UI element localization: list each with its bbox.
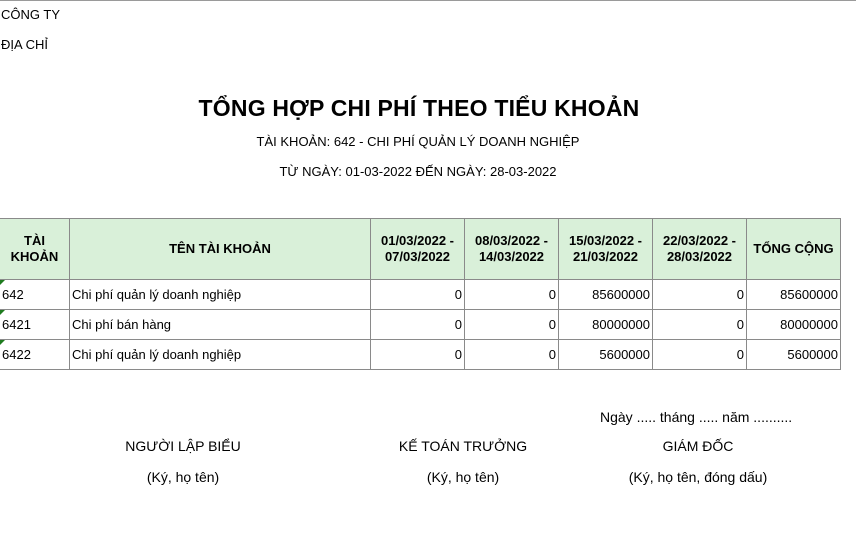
chief-accountant-note: (Ký, họ tên) [426,469,500,485]
period-4-cell[interactable]: 0 [653,340,747,370]
column-header-period-4[interactable]: 22/03/2022 - 28/03/2022 [653,219,747,280]
total-cell[interactable]: 5600000 [747,340,841,370]
cell-marker-icon [0,340,5,345]
table-row [0,280,841,310]
period-1-cell[interactable]: 0 [371,310,465,340]
expense-summary-table [0,218,841,370]
period-3-cell[interactable]: 80000000 [559,310,653,340]
preparer-note: (Ký, họ tên) [146,469,220,485]
top-border-line [0,0,856,1]
total-cell[interactable]: 80000000 [747,310,841,340]
account-code-cell[interactable] [0,280,70,310]
account-code: 6421 [2,317,31,332]
preparer-title: NGƯỜI LẬP BIỂU [125,438,241,454]
period-3-cell[interactable]: 85600000 [559,280,653,310]
account-line: TÀI KHOẢN: 642 - CHI PHÍ QUẢN LÝ DOANH NGHIỆP [256,134,580,149]
chief-accountant-title: KẾ TOÁN TRƯỞNG [398,438,528,454]
column-header-period-3[interactable]: 15/03/2022 - 21/03/2022 [559,219,653,280]
cell-marker-icon [0,310,5,315]
account-name-cell[interactable]: Chi phí bán hàng [70,310,371,340]
date-range-line: TỪ NGÀY: 01-03-2022 ĐẾN NGÀY: 28-03-2022 [279,164,557,179]
period-2-cell[interactable]: 0 [465,310,559,340]
period-1-cell[interactable]: 0 [371,280,465,310]
account-name-cell[interactable]: Chi phí quản lý doanh nghiệp [70,340,371,370]
table-row [0,310,841,340]
table-row [0,340,841,370]
period-2-cell[interactable]: 0 [465,280,559,310]
account-code-cell[interactable] [0,340,70,370]
column-header-account[interactable]: TÀI KHOẢN [0,219,70,280]
cell-marker-icon [0,280,5,285]
column-header-period-2[interactable]: 08/03/2022 - 14/03/2022 [465,219,559,280]
period-4-cell[interactable]: 0 [653,280,747,310]
address-label: ĐỊA CHỈ [1,37,48,52]
column-header-total[interactable]: TỔNG CỘNG [747,219,841,280]
period-3-cell[interactable]: 5600000 [559,340,653,370]
report-title: TỔNG HỢP CHI PHÍ THEO TIỂU KHOẢN [198,95,640,121]
signature-date-line: Ngày ..... tháng ..... năm .......... [600,409,793,425]
total-cell[interactable]: 85600000 [747,280,841,310]
column-header-account-name[interactable]: TÊN TÀI KHOẢN [70,219,371,280]
director-title: GIÁM ĐỐC [662,438,734,454]
director-note: (Ký, họ tên, đóng dấu) [628,469,768,485]
period-2-cell[interactable]: 0 [465,340,559,370]
account-name-cell[interactable]: Chi phí quản lý doanh nghiệp [70,280,371,310]
period-4-cell[interactable]: 0 [653,310,747,340]
table-header-row [0,219,841,280]
company-label: CÔNG TY [1,7,60,22]
account-code-cell[interactable] [0,310,70,340]
account-code: 642 [2,287,24,302]
account-code: 6422 [2,347,31,362]
column-header-period-1[interactable]: 01/03/2022 - 07/03/2022 [371,219,465,280]
period-1-cell[interactable]: 0 [371,340,465,370]
